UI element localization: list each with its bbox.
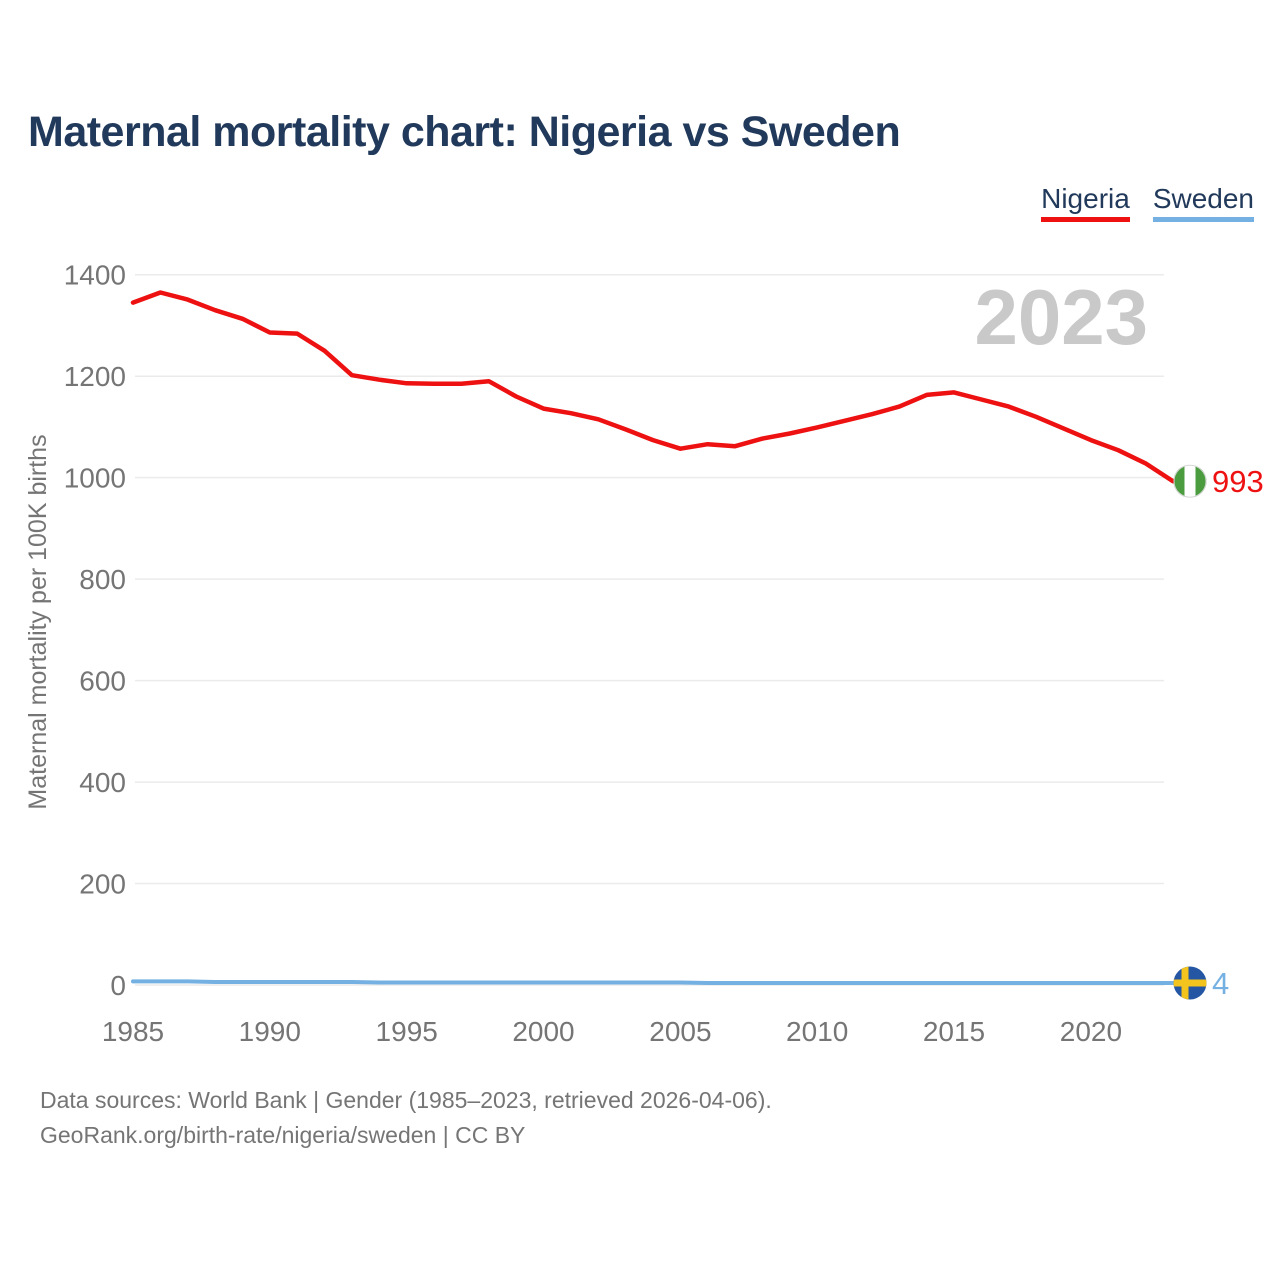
chart-footer (40, 1083, 772, 1153)
x-tick-label: 1990 (238, 1016, 301, 1047)
x-tick-label: 2020 (1059, 1016, 1123, 1047)
y-tick-label: 200 (79, 868, 126, 900)
legend-item-sweden[interactable]: Sweden (1153, 185, 1254, 222)
y-tick-label: 800 (79, 564, 126, 596)
x-tick-label: 1985 (101, 1016, 165, 1047)
x-tick-label: 2000 (512, 1016, 575, 1047)
x-tick-label: 2005 (649, 1016, 712, 1047)
sweden-line (133, 981, 1173, 983)
watermark-year: 2023 (974, 273, 1148, 361)
sweden-end-value: 4 (1212, 966, 1230, 1001)
data-source-line: Data sources: World Bank | Gender (1985–2023, retrieved 2026-04-06). (40, 1087, 772, 1113)
x-tick-label: 1995 (375, 1016, 438, 1047)
y-tick-label: 600 (79, 665, 126, 697)
y-tick-label: 400 (79, 767, 126, 799)
x-tick-label: 2015 (922, 1016, 986, 1047)
y-tick-label: 0 (110, 970, 126, 1001)
y-tick-label: 1200 (63, 361, 126, 393)
nigeria-end-value: 993 (1212, 464, 1264, 500)
sweden-flag-icon (1174, 967, 1207, 1000)
page-title: Maternal mortality chart: Nigeria vs Sweden (28, 108, 901, 156)
x-tick-label: 2010 (786, 1016, 849, 1047)
legend-item-nigeria[interactable]: Nigeria (1041, 185, 1130, 222)
y-axis-title: Maternal mortality per 100K births (24, 434, 52, 810)
y-tick-label: 1400 (63, 259, 126, 291)
y-tick-label: 1000 (63, 462, 126, 494)
attribution-link-line[interactable]: GeoRank.org/birth-rate/nigeria/sweden | CC BY (40, 1122, 526, 1148)
